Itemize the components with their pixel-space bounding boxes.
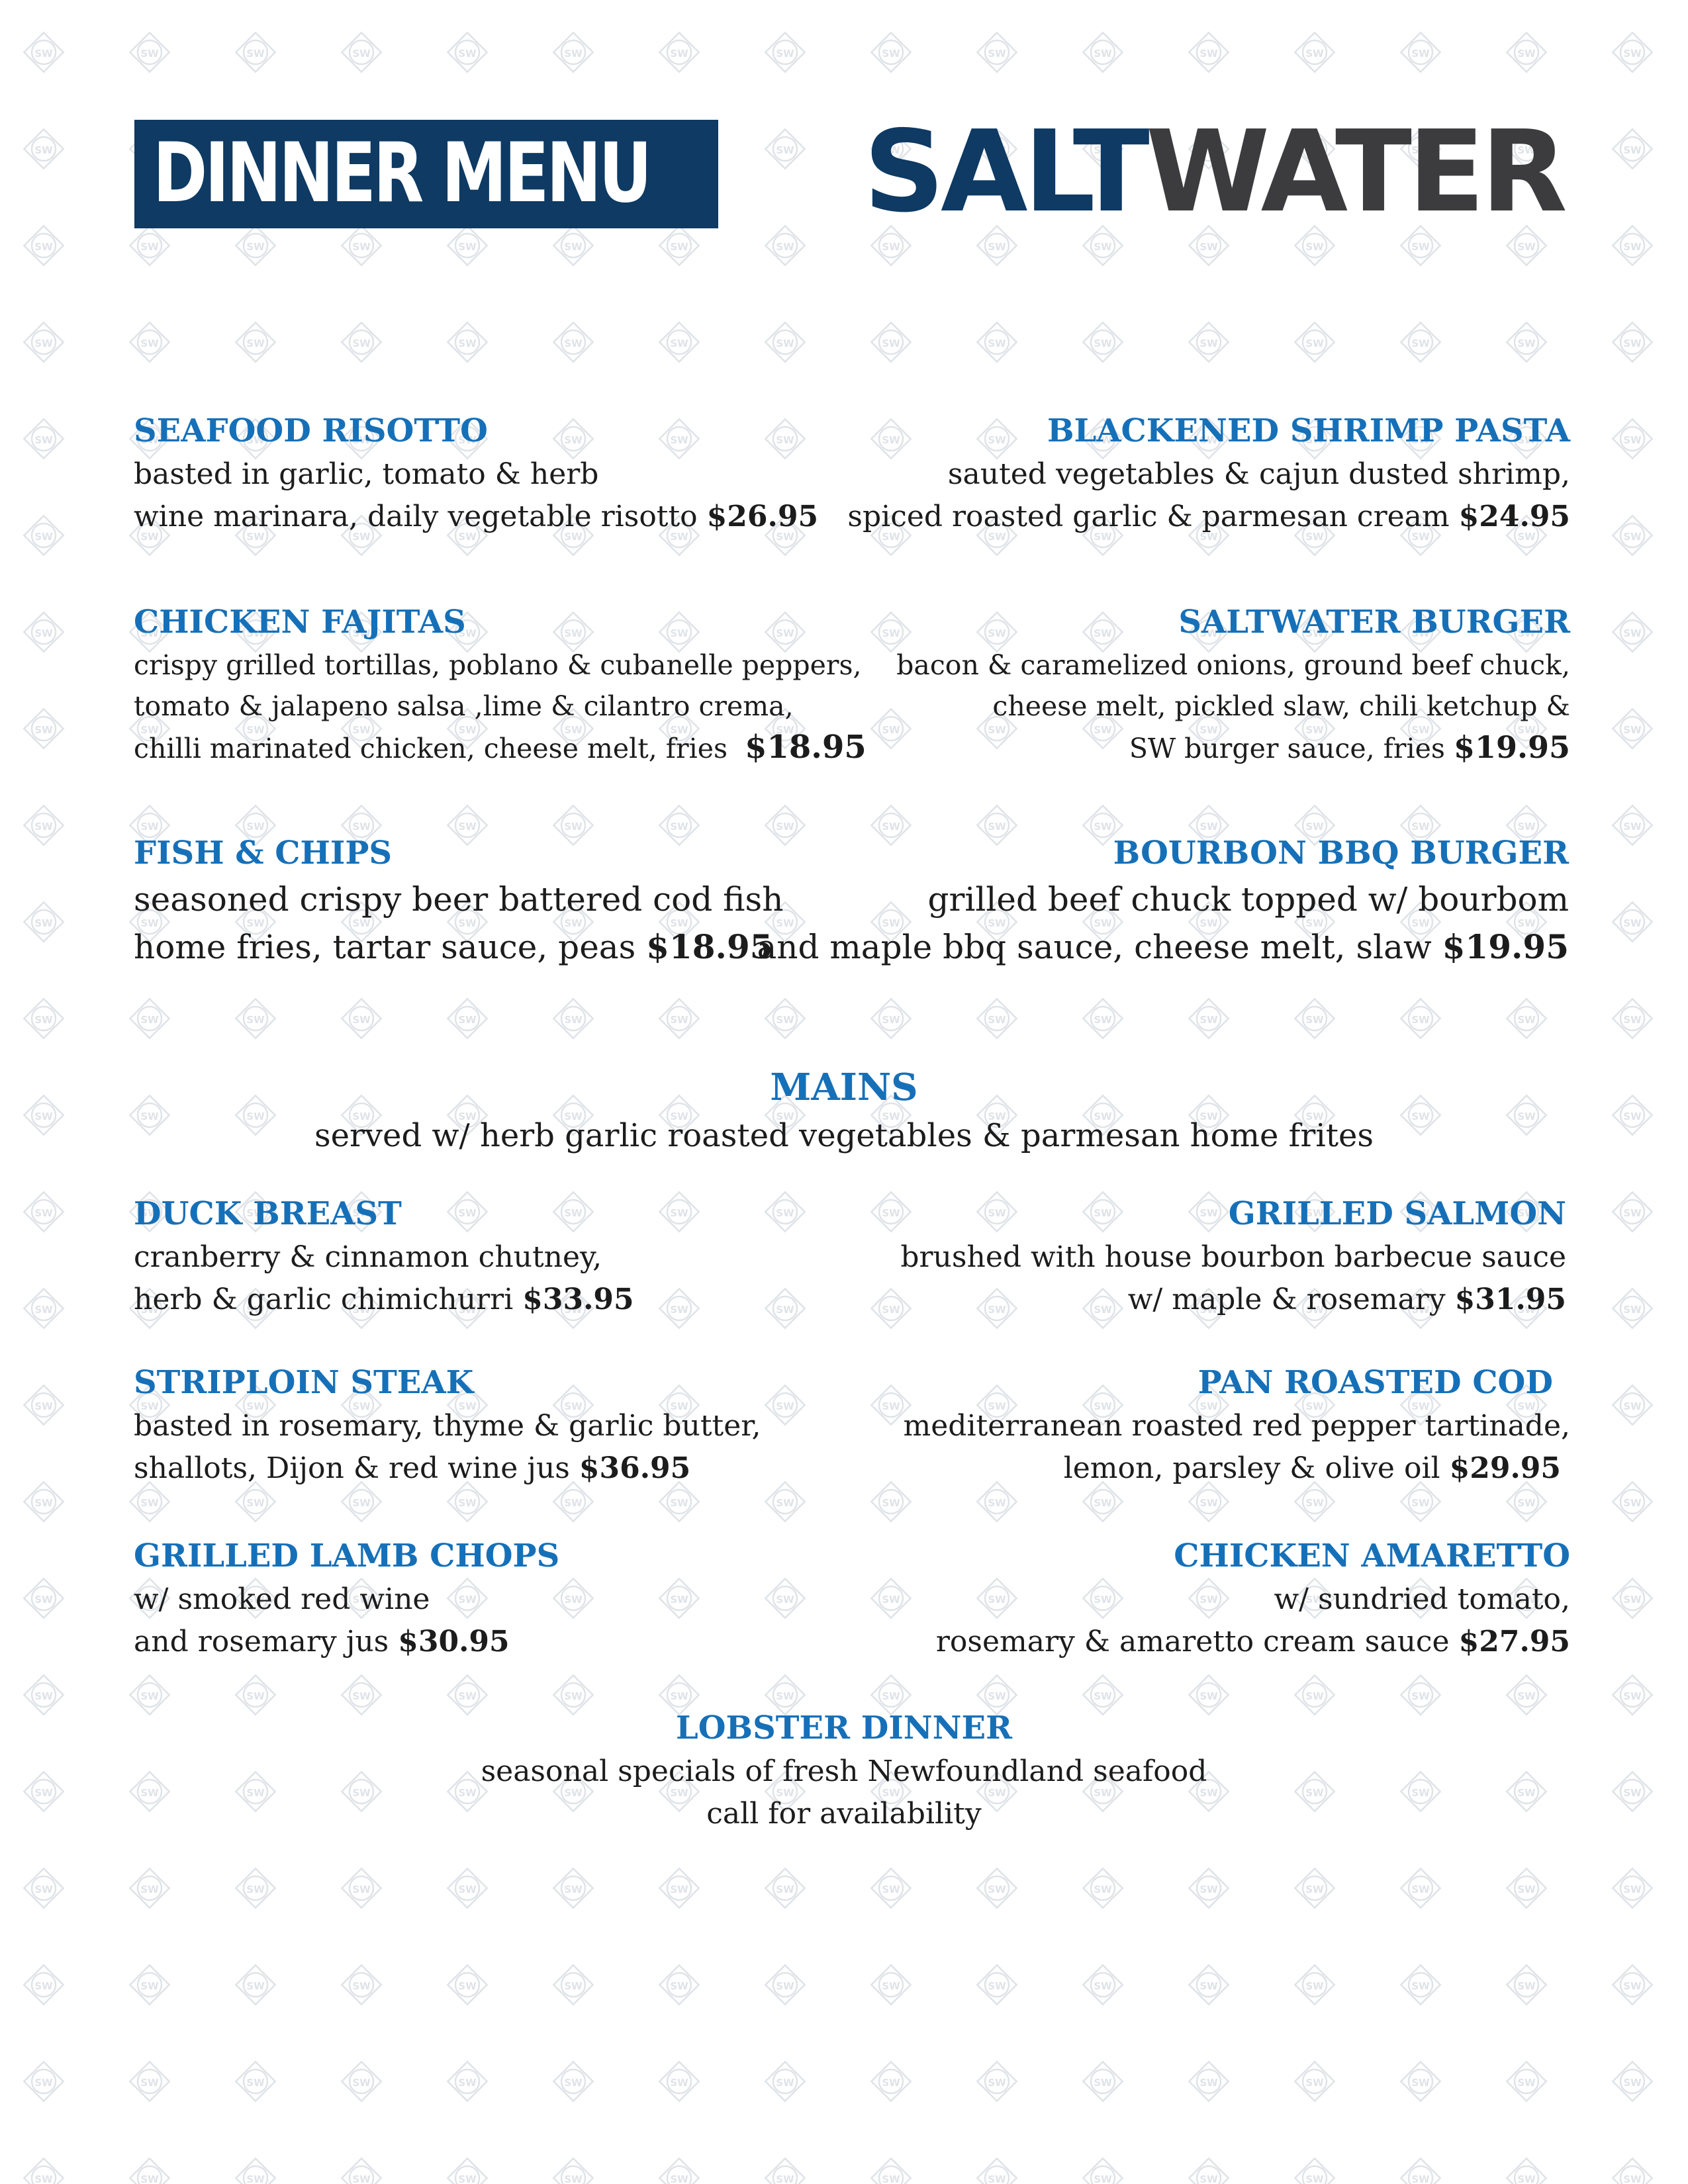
menu-title-banner (134, 120, 718, 228)
item-price: $33.95 (522, 1283, 634, 1316)
item-description: brushed with house bourbon barbecue sauce w/ maple & rosemary $31.95 (900, 1240, 1566, 1316)
item-name: GRILLED SALMON (1228, 1195, 1566, 1232)
item-name: FISH & CHIPS (134, 835, 393, 872)
brand-logo (863, 107, 1564, 238)
item-description: seasoned crispy beer battered cod fish home fries, tartar sauce, peas $18.95 (134, 880, 784, 966)
menu-item-duck-breast (134, 1191, 634, 1321)
item-description: cranberry & cinnamon chutney, herb & garlic chimichurri $33.95 (134, 1240, 634, 1316)
menu-item-blackened-shrimp-pasta (847, 408, 1570, 538)
item-name: SALTWATER BURGER (1178, 604, 1570, 641)
mains-title: MAINS (770, 1066, 918, 1109)
item-price: $19.95 (1442, 927, 1569, 966)
item-price: $24.95 (1458, 500, 1570, 533)
item-name: BLACKENED SHRIMP PASTA (1047, 412, 1570, 449)
item-description: mediterranean roasted red pepper tartinade, lemon, parsley & olive oil $29.95 (903, 1409, 1570, 1485)
item-description: seasonal specials of fresh Newfoundland seafood call for availability (481, 1754, 1207, 1831)
menu-item-seafood-risotto (134, 408, 818, 538)
menu-item-grilled-salmon (900, 1191, 1566, 1321)
menu-item-chicken-fajitas (134, 600, 867, 769)
item-description: w/ smoked red wine and rosemary jus $30.95 (134, 1582, 510, 1659)
item-name: DUCK BREAST (134, 1195, 402, 1232)
item-description: grilled beef chuck topped w/ bourbom and maple bbq sauce, cheese melt, slaw $19.95 (757, 880, 1569, 966)
menu-item-fish-chips (134, 831, 783, 971)
item-price: $19.95 (1453, 729, 1570, 765)
item-price: $31.95 (1454, 1283, 1566, 1316)
menu-item-grilled-lamb-chops (134, 1533, 559, 1663)
item-name: SEAFOOD RISOTTO (134, 412, 488, 449)
item-name: LOBSTER DINNER (675, 1709, 1012, 1747)
brand-logo-water: WATER (1145, 107, 1564, 238)
item-description: basted in garlic, tomato & herb wine marinara, daily vegetable risotto $26.95 (134, 457, 819, 533)
item-price: $26.95 (706, 500, 819, 533)
item-price: $27.95 (1458, 1625, 1570, 1659)
mains-section-header (0, 1062, 1688, 1159)
mains-subtitle: served w/ herb garlic roasted vegetables & parmesan home frites (314, 1117, 1374, 1154)
item-description: bacon & caramelized onions, ground beef chuck, cheese melt, pickled slaw, chili ketchup & SW burger sauce, fries $19.95 (896, 649, 1570, 765)
item-name: PAN ROASTED COD (1197, 1364, 1553, 1401)
menu-item-lobster-dinner (0, 1706, 1688, 1835)
item-price: $30.95 (398, 1625, 510, 1659)
item-description: crispy grilled tortillas, poblano & cubanelle peppers, tomato & jalapeno salsa ,lime & cilantro crema, chilli marinated chicken, cheese melt, fries $18.95 (134, 649, 867, 766)
menu-item-bourbon-bbq-burger (757, 831, 1569, 971)
item-name: BOURBON BBQ BURGER (1113, 835, 1569, 872)
item-description: w/ sundried tomato, rosemary & amaretto cream sauce $27.95 (935, 1582, 1570, 1659)
item-price: $29.95 (1449, 1451, 1561, 1485)
item-description: basted in rosemary, thyme & garlic butter, shallots, Dijon & red wine jus $36.95 (134, 1409, 761, 1485)
brand-logo-salt: SALT (863, 107, 1146, 238)
item-price: $36.95 (579, 1451, 691, 1485)
menu-item-saltwater-burger (896, 600, 1570, 769)
item-name: CHICKEN AMARETTO (1174, 1537, 1570, 1574)
item-name: CHICKEN FAJITAS (134, 604, 466, 641)
item-name: STRIPLOIN STEAK (134, 1364, 474, 1401)
item-description: sauted vegetables & cajun dusted shrimp, spiced roasted garlic & parmesan cream $24.95 (847, 457, 1570, 533)
menu-item-pan-roasted-cod (904, 1360, 1570, 1490)
menu-title: DINNER MENU (153, 126, 650, 221)
item-price: $18.95 (646, 927, 773, 966)
item-price: $18.95 (745, 729, 867, 766)
item-name: GRILLED LAMB CHOPS (134, 1537, 560, 1574)
menu-item-chicken-amaretto (936, 1533, 1570, 1663)
menu-item-striploin-steak (134, 1360, 761, 1490)
